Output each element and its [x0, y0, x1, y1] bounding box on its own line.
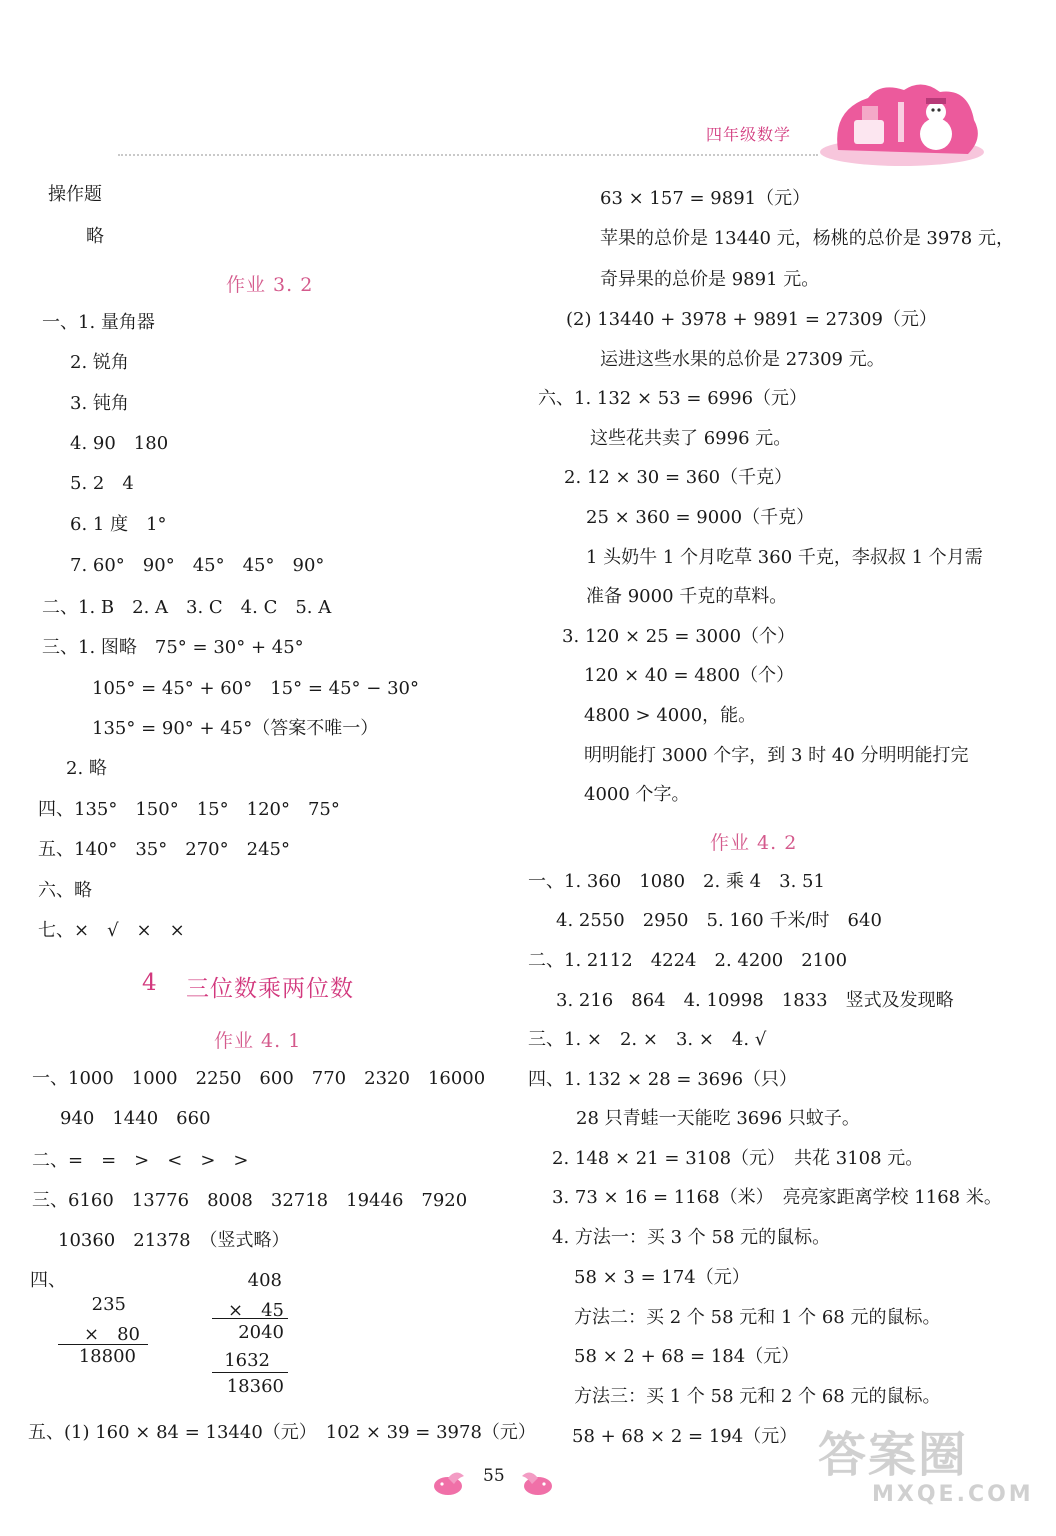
hw41-line: 10360 21378 （竖式略） — [58, 1230, 290, 1251]
hw42-line: 4. 方法一：买 3 个 58 元的鼠标。 — [552, 1227, 831, 1248]
hw32-line: 5. 2 4 — [70, 473, 134, 494]
hw42-line: 28 只青蛙一天能吃 3696 只蚊子。 — [576, 1108, 860, 1129]
right-line: (2) 13440 + 3978 + 9891 = 27309（元） — [566, 309, 937, 330]
hw41-line: 三、6160 13776 8008 32718 19446 7920 — [32, 1190, 468, 1211]
calc1-bar — [58, 1344, 148, 1345]
right-line: 1 头奶牛 1 个月吃草 360 千克，李叔叔 1 个月需 — [586, 547, 983, 568]
right-line: 3. 120 × 25 = 3000（个） — [562, 626, 796, 647]
calc1-mult: × 80 — [84, 1324, 140, 1345]
watermark-url: MXQE.COM — [872, 1482, 1034, 1507]
hw41-line: 一、1000 1000 2250 600 770 2320 16000 — [32, 1068, 486, 1089]
op-title: 操作题 — [48, 184, 102, 205]
right-line: 4000 个字。 — [584, 784, 690, 805]
right-line: 4800 > 4000，能。 — [584, 705, 757, 726]
hw42-line: 二、1. 2112 4224 2. 4200 2100 — [528, 950, 848, 971]
calc2-top: 408 — [247, 1270, 282, 1291]
hw32-line: 2. 略 — [66, 758, 107, 779]
right-line: 这些花共卖了 6996 元。 — [590, 428, 792, 449]
hw41-title: 作业 4. 1 — [214, 1030, 302, 1052]
hw42-line: 3. 73 × 16 = 1168（米） 亮亮家距离学校 1168 米。 — [552, 1187, 1002, 1208]
hw42-line: 四、1. 132 × 28 = 3696（只） — [528, 1069, 798, 1090]
hw32-line: 四、135° 150° 15° 120° 75° — [38, 799, 340, 820]
hw32-line: 105° = 45° + 60° 15° = 45° − 30° — [92, 678, 419, 699]
calc1-top: 235 — [91, 1294, 126, 1315]
snowman-house-decoration-icon — [818, 76, 986, 168]
calc1-result: 18800 — [78, 1346, 136, 1367]
hw32-line: 4. 90 180 — [70, 433, 169, 454]
hw42-line: 58 + 68 × 2 = 194（元） — [572, 1426, 798, 1447]
vertical-calc-2 — [212, 1270, 288, 1400]
hw41-line: 二、= = > < > > — [32, 1150, 249, 1171]
calc2-bar-1 — [212, 1318, 288, 1319]
hw42-line: 三、1. × 2. × 3. × 4. √ — [528, 1029, 767, 1050]
vertical-calc-1 — [60, 1294, 150, 1374]
chapter-title: 三位数乘两位数 — [186, 976, 354, 1002]
hw42-line: 方法二：买 2 个 58 元和 1 个 68 元的鼠标。 — [574, 1307, 941, 1328]
grade-label: 四年级数学 — [706, 125, 792, 144]
hw42-title: 作业 4. 2 — [710, 832, 798, 854]
right-line: 25 × 360 = 9000（千克） — [586, 507, 815, 528]
hw32-line: 135° = 90° + 45°（答案不唯一） — [92, 718, 379, 739]
calc2-mult: × 45 — [228, 1300, 284, 1321]
hw32-line: 六、略 — [38, 880, 92, 901]
calc2-result: 18360 — [226, 1376, 284, 1397]
hw42-line: 58 × 2 + 68 = 184（元） — [574, 1346, 800, 1367]
hw42-line: 一、1. 360 1080 2. 乘 4 3. 51 — [528, 871, 825, 892]
right-line: 奇异果的总价是 9891 元。 — [600, 269, 820, 290]
op-answer: 略 — [86, 226, 104, 247]
right-line: 六、1. 132 × 53 = 6996（元） — [538, 388, 808, 409]
hw42-line: 58 × 3 = 174（元） — [574, 1267, 750, 1288]
hw41-line: 940 1440 660 — [60, 1108, 211, 1129]
hw32-line: 七、× √ × × — [38, 920, 185, 941]
hw32-line: 7. 60° 90° 45° 45° 90° — [70, 555, 325, 576]
header-divider — [118, 154, 818, 156]
hw41-line: 四、 — [30, 1270, 66, 1291]
hw32-title: 作业 3. 2 — [226, 274, 314, 296]
hw32-line: 6. 1 度 1° — [70, 514, 167, 535]
right-line: 准备 9000 千克的草料。 — [586, 586, 788, 607]
chapter-number: 4 — [142, 970, 158, 996]
calc2-bar-2 — [212, 1372, 288, 1373]
watermark-text: 答案圈 — [818, 1427, 969, 1483]
calc2-partial-1: 2040 — [238, 1322, 284, 1343]
five-line: 五、(1) 160 × 84 = 13440（元） 102 × 39 = 3978（元） — [28, 1422, 536, 1443]
watermark — [818, 1428, 1034, 1508]
right-line: 2. 12 × 30 = 360（千克） — [564, 467, 793, 488]
page-number: 55 — [483, 1466, 505, 1486]
calc2-partial-2: 1632 — [224, 1350, 270, 1371]
hw42-line: 方法三：买 1 个 58 元和 2 个 68 元的鼠标。 — [574, 1386, 941, 1407]
right-line: 苹果的总价是 13440 元，杨桃的总价是 3978 元， — [600, 228, 1014, 249]
hw32-line: 五、140° 35° 270° 245° — [38, 839, 290, 860]
hw32-line: 一、1. 量角器 — [42, 312, 155, 333]
hw32-line: 三、1. 图略 75° = 30° + 45° — [42, 637, 304, 658]
right-line: 运进这些水果的总价是 27309 元。 — [600, 349, 885, 370]
right-line: 63 × 157 = 9891（元） — [600, 188, 811, 209]
hw42-line: 3. 216 864 4. 10998 1833 竖式及发现略 — [556, 990, 954, 1011]
right-line: 120 × 40 = 4800（个） — [584, 665, 795, 686]
hw32-line: 二、1. B 2. A 3. C 4. C 5. A — [42, 597, 332, 618]
hw42-line: 4. 2550 2950 5. 160 千米/时 640 — [556, 910, 882, 931]
hw32-line: 3. 钝角 — [70, 393, 129, 414]
hw32-line: 2. 锐角 — [70, 352, 129, 373]
right-line: 明明能打 3000 个字，到 3 时 40 分明明能打完 — [584, 745, 969, 766]
hw42-line: 2. 148 × 21 = 3108（元） 共花 3108 元。 — [552, 1148, 924, 1169]
